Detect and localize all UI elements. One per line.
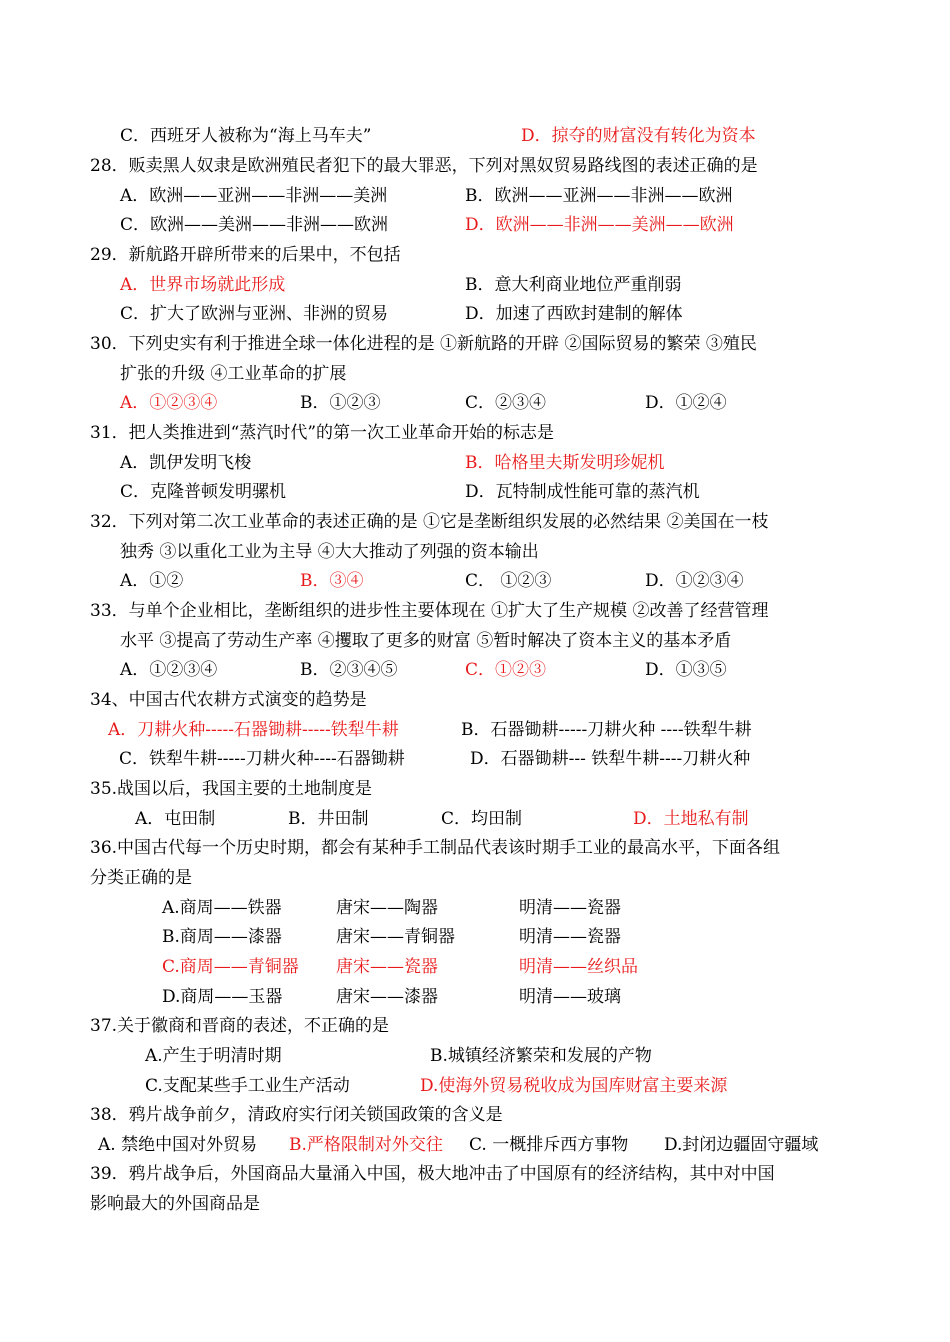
q29-option-d: D．加速了西欧封建制的解体 <box>465 304 683 324</box>
q36-option-b-col3: 明清——瓷器 <box>519 927 621 947</box>
q36-option-c-col2: 唐宋——瓷器 <box>336 957 438 977</box>
q35-option-b: B．井田制 <box>288 809 369 829</box>
q29-option-c: C．扩大了欧洲与亚洲、非洲的贸易 <box>120 304 389 324</box>
q32-option-a: A．①② <box>120 571 184 591</box>
q36-option-c-col3: 明清——丝织品 <box>519 957 638 977</box>
q38-stem: 38．鸦片战争前夕，清政府实行闭关锁国政策的含义是 <box>90 1105 503 1125</box>
q30-stem-line1: 30．下列史实有利于推进全球一体化进程的是 ①新航路的开辟 ②国际贸易的繁荣 ③殖民 <box>90 334 757 354</box>
q28-option-d: D．欧洲——非洲——美洲——欧洲 <box>465 215 734 235</box>
q32-stem-line2: 独秀 ③以重化工业为主导 ④大大推动了列强的资本输出 <box>120 542 539 562</box>
q35-stem: 35.战国以后，我国主要的土地制度是 <box>90 779 373 799</box>
q28-option-b: B．欧洲——亚洲——非洲——欧洲 <box>465 186 733 206</box>
q36-option-d-col3: 明清——玻璃 <box>519 987 621 1007</box>
q37-option-d: D.使海外贸易税收成为国库财富主要来源 <box>420 1076 728 1096</box>
q34-option-a: A．刀耕火种-----石器锄耕-----铁犁牛耕 <box>108 720 399 740</box>
q30-option-c: C．②③④ <box>465 393 547 413</box>
q36-option-a-col3: 明清——瓷器 <box>519 898 621 918</box>
q30-stem-line2: 扩张的升级 ④工业革命的扩展 <box>120 364 347 384</box>
q31-stem: 31．把人类推进到“蒸汽时代”的第一次工业革命开始的标志是 <box>90 423 555 443</box>
q36-option-b-col1: B.商周——漆器 <box>162 927 282 947</box>
q37-option-c: C.支配某些手工业生产活动 <box>145 1076 350 1096</box>
q36-stem-line2: 分类正确的是 <box>90 868 192 888</box>
q32-option-b: B．③④ <box>300 571 364 591</box>
q36-option-a-col1: A.商周——铁器 <box>162 898 282 918</box>
q28-stem: 28．贩卖黑人奴隶是欧洲殖民者犯下的最大罪恶，下列对黑奴贸易路线图的表述正确的是 <box>90 156 758 176</box>
q38-option-a: A. 禁绝中国对外贸易 <box>98 1135 258 1155</box>
q34-option-d: D．石器锄耕--- 铁犁牛耕----刀耕火种 <box>470 749 751 769</box>
q32-stem-line1: 32．下列对第二次工业革命的表述正确的是 ①它是垄断组织发展的必然结果 ②美国在一枝 <box>90 512 769 532</box>
q38-option-b: B.严格限制对外交往 <box>289 1135 443 1155</box>
q27-option-d: D．掠夺的财富没有转化为资本 <box>521 126 756 146</box>
q33-option-d: D．①③⑤ <box>645 660 727 680</box>
q39-stem-line2: 影响最大的外国商品是 <box>90 1194 260 1214</box>
q34-option-c: C．铁犁牛耕-----刀耕火种----石器锄耕 <box>119 749 405 769</box>
q29-option-a: A．世界市场就此形成 <box>120 275 286 295</box>
q31-option-d: D．瓦特制成性能可靠的蒸汽机 <box>465 482 700 502</box>
q34-stem: 34、中国古代农耕方式演变的趋势是 <box>90 690 367 710</box>
q31-option-b: B．哈格里夫斯发明珍妮机 <box>465 453 665 473</box>
q33-stem-line1: 33．与单个企业相比，垄断组织的进步性主要体现在 ①扩大了生产规模 ②改善了经营管理 <box>90 601 769 621</box>
q33-option-b: B．②③④⑤ <box>300 660 398 680</box>
q30-option-a: A．①②③④ <box>120 393 218 413</box>
q36-option-b-col2: 唐宋——青铜器 <box>336 927 455 947</box>
q29-option-b: B．意大利商业地位严重削弱 <box>465 275 682 295</box>
q32-option-d: D．①②③④ <box>645 571 744 591</box>
q37-option-a: A.产生于明清时期 <box>145 1046 282 1066</box>
q33-option-c: C．①②③ <box>465 660 547 680</box>
q38-option-d: D.封闭边疆固守疆域 <box>664 1135 819 1155</box>
q38-option-c: C. 一概排斥西方事物 <box>469 1135 629 1155</box>
q36-option-a-col2: 唐宋——陶器 <box>336 898 438 918</box>
q28-option-a: A．欧洲——亚洲——非洲——美洲 <box>120 186 388 206</box>
q35-option-a: A．屯田制 <box>135 809 216 829</box>
q28-option-c: C．欧洲——美洲——非洲——欧洲 <box>120 215 389 235</box>
q37-stem: 37.关于徽商和晋商的表述，不正确的是 <box>90 1016 390 1036</box>
q30-option-b: B．①②③ <box>300 393 381 413</box>
q33-stem-line2: 水平 ③提高了劳动生产率 ④攫取了更多的财富 ⑤暂时解决了资本主义的基本矛盾 <box>120 631 732 651</box>
q30-option-d: D．①②④ <box>645 393 727 413</box>
q35-option-c: C．均田制 <box>441 809 523 829</box>
q33-option-a: A．①②③④ <box>120 660 218 680</box>
q32-option-c: C． ①②③ <box>465 571 552 591</box>
q36-option-d-col1: D.商周——玉器 <box>162 987 283 1007</box>
q34-option-b: B．石器锄耕-----刀耕火种 ----铁犁牛耕 <box>461 720 752 740</box>
q37-option-b: B.城镇经济繁荣和发展的产物 <box>430 1046 652 1066</box>
q36-option-c-col1: C.商周——青铜器 <box>162 957 299 977</box>
q35-option-d: D．土地私有制 <box>633 809 749 829</box>
q27-option-c: C．西班牙人被称为“海上马车夫” <box>120 126 372 146</box>
q29-stem: 29．新航路开辟所带来的后果中，不包括 <box>90 245 401 265</box>
q31-option-a: A．凯伊发明飞梭 <box>120 453 252 473</box>
q36-option-d-col2: 唐宋——漆器 <box>336 987 438 1007</box>
q36-stem-line1: 36.中国古代每一个历史时期，都会有某种手工制品代表该时期手工业的最高水平，下面各组 <box>90 838 781 858</box>
q31-option-c: C．克隆普顿发明骡机 <box>120 482 287 502</box>
q39-stem-line1: 39．鸦片战争后，外国商品大量涌入中国，极大地冲击了中国原有的经济结构，其中对中国 <box>90 1164 775 1184</box>
